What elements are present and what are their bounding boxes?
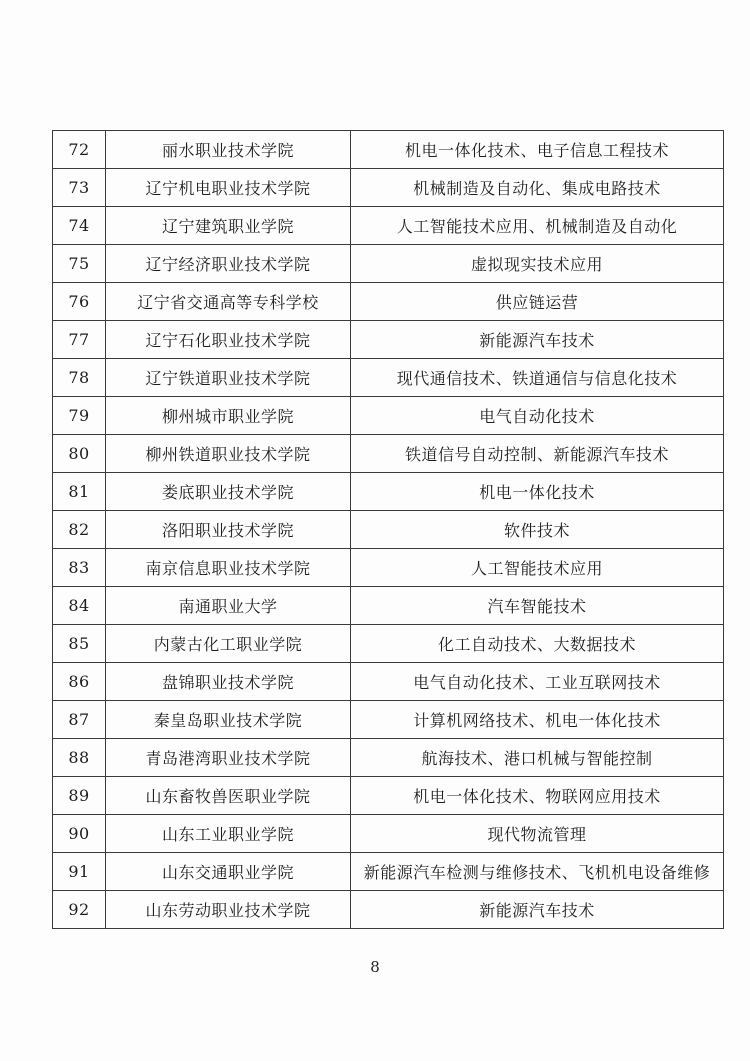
table-row [53, 853, 724, 891]
programs-cell: 电气自动化技术、工业互联网技术 [351, 663, 724, 701]
programs-cell: 虚拟现实技术应用 [351, 245, 724, 283]
programs-cell: 人工智能技术应用 [351, 549, 724, 587]
row-number-cell: 89 [53, 777, 106, 815]
school-name-cell: 青岛港湾职业技术学院 [106, 739, 351, 777]
row-number-cell: 88 [53, 739, 106, 777]
row-number-cell: 72 [53, 131, 106, 169]
school-name-cell: 丽水职业技术学院 [106, 131, 351, 169]
school-name-cell: 辽宁建筑职业学院 [106, 207, 351, 245]
school-name-cell: 娄底职业技术学院 [106, 473, 351, 511]
table-row [53, 777, 724, 815]
page-number: 8 [370, 958, 380, 976]
table-row [53, 511, 724, 549]
school-name-cell: 柳州城市职业学院 [106, 397, 351, 435]
row-number-cell: 77 [53, 321, 106, 359]
row-number-cell: 82 [53, 511, 106, 549]
row-number-cell: 73 [53, 169, 106, 207]
table-row [53, 473, 724, 511]
table-row [53, 359, 724, 397]
table-row [53, 701, 724, 739]
table-row [53, 625, 724, 663]
programs-cell: 铁道信号自动控制、新能源汽车技术 [351, 435, 724, 473]
row-number-cell: 85 [53, 625, 106, 663]
row-number-cell: 81 [53, 473, 106, 511]
row-number-cell: 84 [53, 587, 106, 625]
programs-cell: 电气自动化技术 [351, 397, 724, 435]
school-name-cell: 南通职业大学 [106, 587, 351, 625]
table-row [53, 131, 724, 169]
programs-cell: 计算机网络技术、机电一体化技术 [351, 701, 724, 739]
table-row [53, 207, 724, 245]
school-name-cell: 盘锦职业技术学院 [106, 663, 351, 701]
table-row [53, 587, 724, 625]
programs-cell: 机电一体化技术、物联网应用技术 [351, 777, 724, 815]
table-row [53, 245, 724, 283]
row-number-cell: 79 [53, 397, 106, 435]
table-row [53, 169, 724, 207]
school-name-cell: 辽宁省交通高等专科学校 [106, 283, 351, 321]
programs-cell: 现代通信技术、铁道通信与信息化技术 [351, 359, 724, 397]
programs-cell: 软件技术 [351, 511, 724, 549]
school-name-cell: 辽宁铁道职业技术学院 [106, 359, 351, 397]
school-name-cell: 山东交通职业学院 [106, 853, 351, 891]
school-programs-table [52, 130, 724, 929]
programs-cell: 新能源汽车技术 [351, 321, 724, 359]
row-number-cell: 76 [53, 283, 106, 321]
school-name-cell: 柳州铁道职业技术学院 [106, 435, 351, 473]
row-number-cell: 83 [53, 549, 106, 587]
row-number-cell: 80 [53, 435, 106, 473]
school-name-cell: 山东畜牧兽医职业学院 [106, 777, 351, 815]
school-name-cell: 洛阳职业技术学院 [106, 511, 351, 549]
row-number-cell: 74 [53, 207, 106, 245]
programs-cell: 人工智能技术应用、机械制造及自动化 [351, 207, 724, 245]
row-number-cell: 75 [53, 245, 106, 283]
programs-cell: 现代物流管理 [351, 815, 724, 853]
programs-cell: 新能源汽车检测与维修技术、飞机机电设备维修 [351, 853, 724, 891]
school-name-cell: 山东劳动职业技术学院 [106, 891, 351, 929]
school-name-cell: 辽宁经济职业技术学院 [106, 245, 351, 283]
table-row [53, 321, 724, 359]
programs-cell: 供应链运营 [351, 283, 724, 321]
programs-cell: 航海技术、港口机械与智能控制 [351, 739, 724, 777]
table-row [53, 549, 724, 587]
school-name-cell: 辽宁机电职业技术学院 [106, 169, 351, 207]
row-number-cell: 90 [53, 815, 106, 853]
programs-cell: 新能源汽车技术 [351, 891, 724, 929]
table-row [53, 435, 724, 473]
programs-cell: 化工自动技术、大数据技术 [351, 625, 724, 663]
row-number-cell: 92 [53, 891, 106, 929]
table-row [53, 891, 724, 929]
table-row [53, 739, 724, 777]
programs-cell: 机电一体化技术 [351, 473, 724, 511]
school-name-cell: 辽宁石化职业技术学院 [106, 321, 351, 359]
row-number-cell: 91 [53, 853, 106, 891]
table-body [53, 131, 724, 929]
programs-cell: 机电一体化技术、电子信息工程技术 [351, 131, 724, 169]
programs-cell: 汽车智能技术 [351, 587, 724, 625]
school-name-cell: 南京信息职业技术学院 [106, 549, 351, 587]
table-row [53, 397, 724, 435]
table-row [53, 283, 724, 321]
table-row [53, 815, 724, 853]
programs-cell: 机械制造及自动化、集成电路技术 [351, 169, 724, 207]
school-name-cell: 山东工业职业学院 [106, 815, 351, 853]
table-row [53, 663, 724, 701]
row-number-cell: 87 [53, 701, 106, 739]
school-name-cell: 内蒙古化工职业学院 [106, 625, 351, 663]
row-number-cell: 78 [53, 359, 106, 397]
row-number-cell: 86 [53, 663, 106, 701]
school-name-cell: 秦皇岛职业技术学院 [106, 701, 351, 739]
